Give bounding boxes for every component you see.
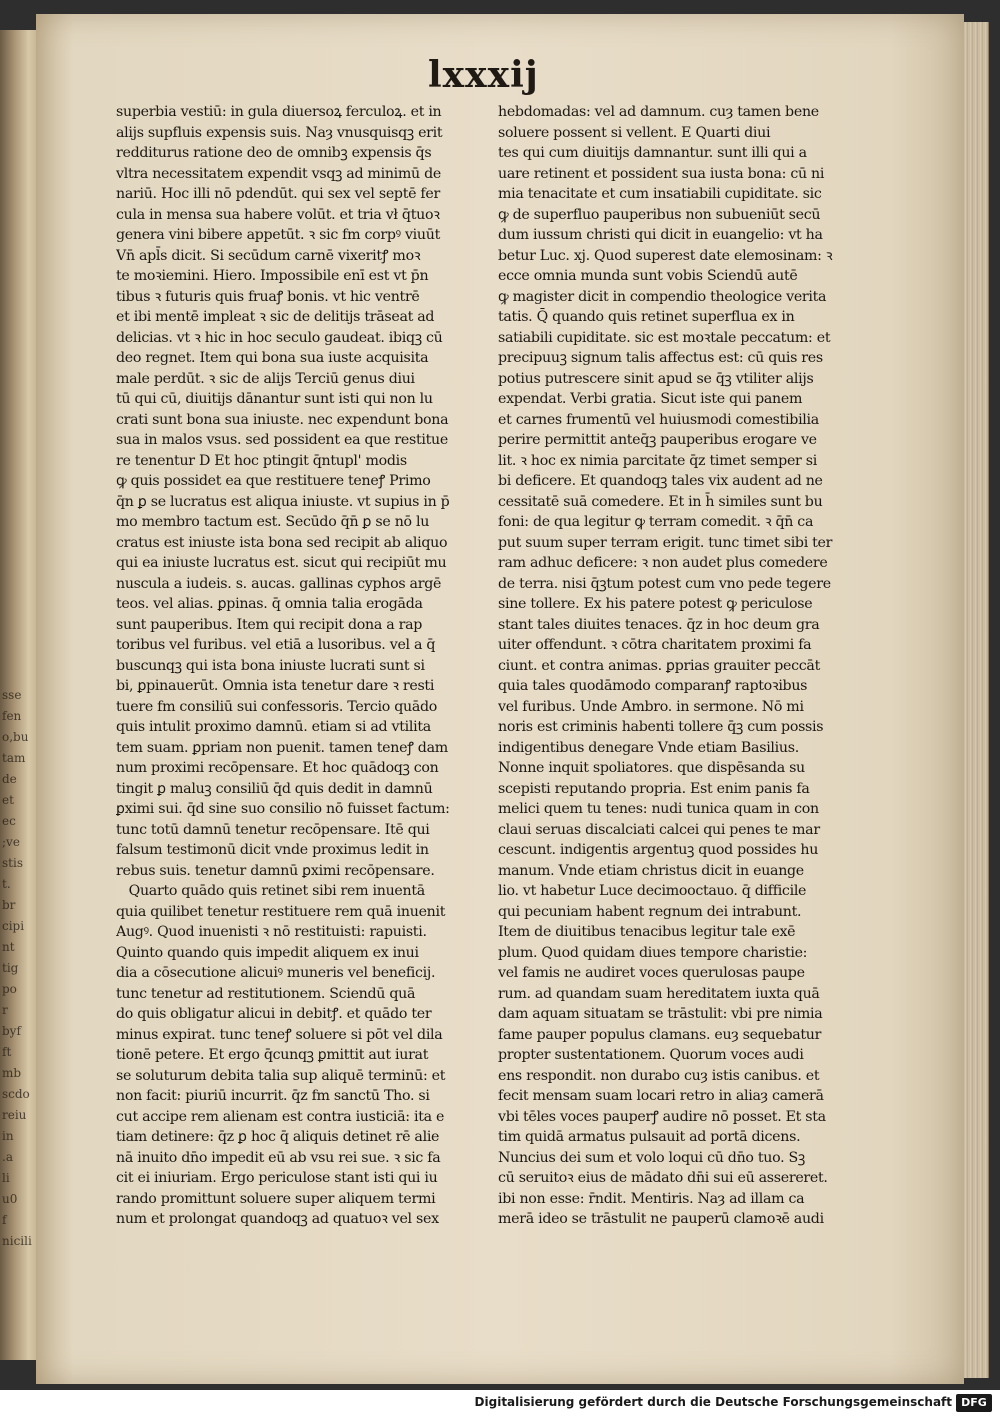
text-line: genera vini bibere appetūt. ꝛ sic fm corpꝰ viuūt: [116, 227, 440, 243]
text-line: nā inuito dn̄o impedit eū ab vsu rei sue. ꝛ sic fa: [116, 1149, 441, 1166]
text-line: sine tollere. Ex his patere potest ꝙ periculose: [498, 596, 813, 612]
text-line: qui ea iniuste lucratus est. sicut qui recipiūt mu: [116, 555, 447, 571]
text-line: mo membro tactum est. Secūdo q̄n̄ ꝑ se nō lu: [116, 514, 430, 530]
text-line: fecit mensam suam locari retro in aliaȝ camerā: [498, 1088, 824, 1104]
text-line: Quarto quādo quis retinet sibi rem inuentā: [116, 883, 425, 899]
text-line: put suum super terram erigit. tunc timet sibi ter: [498, 534, 833, 551]
text-line: cescunt. indigentis argentuꝫ quod possides hu: [498, 842, 819, 858]
text-line: noris est criminis habenti tollere q̄ꝫ cum possis: [498, 719, 824, 735]
text-line: nariū. Hoc illi nō pdendūt. qui sex vel septē fer: [116, 186, 440, 202]
text-line: tibus ꝛ futuris quis fruaꝭ bonis. vt hic ventrē: [116, 288, 420, 305]
text-line: indigentibus denegare Vnde etiam Basilius.: [498, 739, 799, 756]
text-line: num proximi recōpensare. Et hoc quādoqꝫ con: [116, 760, 439, 776]
text-line: potius putrescere sinit apud se q̄ꝫ vtiliter alijs: [498, 370, 814, 387]
text-line: tuere fm consiliū sui confessoris. Tercio quādo: [116, 698, 438, 715]
text-line: teos. vel alias. ꝑpinas. q̄ omnia talia erogāda: [116, 596, 423, 612]
left-text-column: [116, 102, 468, 1230]
facing-page-edge: [0, 30, 38, 1360]
text-line: betur Luc. xj. Quod superest date elemosinam: ꝛ: [498, 247, 833, 264]
text-line: Quinto quando quis impedit aliquem ex inui: [116, 944, 419, 961]
facing-page-margin-text: sse fen o,bu tam de et ec ;ve stis t. br cipi nt tig po r byf ft mb scdo reiu in .a li u0 f nicili: [2, 688, 32, 1248]
text-line: minus expirat. tunc teneꝭ soluere si pōt vel dila: [116, 1026, 443, 1043]
text-line: rum. ad quandam suam hereditatem iuxta quā: [498, 985, 820, 1002]
text-line: sua in malos vsus. sed possident ea que restitue: [116, 432, 448, 448]
text-line: cit ei iniuriam. Ergo periculose stant isti qui iu: [116, 1170, 438, 1186]
text-line: quia quilibet tenetur restituere rem quā inuenit: [116, 903, 446, 920]
folio-number: lxxxij: [428, 54, 539, 96]
text-line: tū qui cū, diuitijs dānantur sunt isti qui non lu: [116, 391, 433, 407]
text-line: crati sunt bona sua iniuste. nec expendunt bona: [116, 411, 449, 428]
text-line: stant tales diuites tenaces. q̄z in hoc deum gra: [498, 616, 820, 633]
text-line: dum iussum christi qui dicit in euangelio: vt ha: [498, 227, 823, 243]
text-line: cessitatē suā comedere. Et in h̄ similes sunt bu: [498, 493, 823, 510]
text-line: vbi tēles voces pauperꝭ audire nō posset. Et sta: [498, 1108, 826, 1125]
digitization-footer: [0, 1390, 1000, 1417]
text-line: rando promittunt soluere super aliquem termi: [116, 1190, 436, 1207]
text-line: melici quem tu tenes: nudi tunica quam in con: [498, 801, 819, 817]
text-line: se soluturum debita talia sup aliquē terminū: et: [116, 1067, 446, 1084]
text-line: ꝑximi sui. q̄d sine suo consilio nō fuisset factum:: [116, 801, 450, 817]
text-line: Nuncius dei sum et volo loqui cū dn̄o tuo. Sꝫ: [498, 1149, 805, 1166]
text-line: quis intulit proximo damnū. etiam si ad vtilita: [116, 719, 431, 735]
text-line: alijs supfluis expensis suis. Naȝ vnusquisqꝫ erit: [116, 124, 443, 141]
text-line: uiter offendunt. ꝛ cōtra charitatem proximi fa: [498, 637, 812, 653]
text-line: quia tales quodāmodo comparanꝭ raptoꝛibus: [498, 678, 808, 694]
right-text-column: [498, 102, 838, 1230]
text-line: lio. vt habetur Luce decimooctauo. q̄ difficile: [498, 883, 807, 899]
text-line: soluere possent si vellent. E Quarti diui: [498, 124, 771, 141]
text-line: vel famis ne audiret voces querulosas paupe: [498, 965, 805, 981]
text-line: sunt pauperibus. Item qui recipit dona a rap: [116, 616, 423, 633]
text-line: tes qui cum diuitijs damnantur. sunt illi qui a: [498, 145, 807, 161]
text-line: nuscula a iudeis. s. aucas. gallinas cyphos argē: [116, 575, 442, 592]
text-line: plum. Quod quidam diues tempore charistie:: [498, 944, 808, 961]
text-line: Nonne inquit spoliatores. que dispēsanda su: [498, 760, 805, 776]
text-line: tatis. Q̄ quando quis retinet superflua ex in: [498, 309, 795, 325]
text-line: ꝙ de superfluo pauperibus non subueniūt secū: [498, 206, 821, 223]
text-line: tunc tenetur ad restitutionem. Sciendū quā: [116, 985, 416, 1002]
text-line: Vn̄ apl̄s dicit. Si secūdum carnē vixeritꝭ moꝛ: [116, 247, 421, 264]
text-line: ecce omnia munda sunt vobis Sciendū autē: [498, 268, 798, 284]
footer-credit: Digitalisierung gefördert durch die Deutsche Forschungsgemeinschaft: [474, 1395, 952, 1409]
text-line: falsum testimonū dicit vnde proximus ledit in: [116, 842, 429, 858]
text-line: precipuuꝫ signum talis affectus est: cū quis res: [498, 350, 823, 366]
text-line: tingit ꝑ maluꝫ consiliū q̄d quis dedit in damnū: [116, 780, 433, 797]
text-line: redditurus ratione deo de omnibꝫ expensis q̄s: [116, 145, 432, 161]
text-line: expendat. Verbi gratia. Sicut iste qui panem: [498, 391, 803, 407]
dfg-logo: DFG: [956, 1394, 992, 1412]
text-line: claui seruas discalciati calcei qui penes te mar: [498, 821, 820, 838]
text-line: ꝙ quis possidet ea que restituere teneꝭ Primo: [116, 473, 431, 489]
text-line: cut accipe rem alienam est contra iusticiā: ita e: [116, 1108, 445, 1125]
text-line: buscunqꝫ qui ista bona iniuste lucrati sunt si: [116, 657, 425, 674]
text-line: scepisti reputando propria. Est enim panis fa: [498, 780, 810, 797]
text-line: tionē petere. Et ergo q̄cunqꝫ ꝑmittit aut iurat: [116, 1047, 429, 1063]
text-line: male perdūt. ꝛ sic de alijs Terciū genus diui: [116, 370, 415, 387]
text-line: ibi non esse: r̄ndit. Mentiris. Naȝ ad illam ca: [498, 1190, 805, 1207]
text-line: toribus vel furibus. vel etiā a lusoribus. vel a q̄: [116, 637, 436, 653]
page-stack-edge: [964, 22, 989, 1378]
text-line: tunc totū damnū tenetur recōpensare. Itē qui: [116, 821, 430, 838]
text-line: bi deficere. Et quandoqꝫ tales vix audent ad ne: [498, 473, 823, 489]
text-line: non facit: piuriū incurrit. q̄z fm sanctū Tho. si: [116, 1088, 430, 1104]
text-line: de terra. nisi q̄ꝫtum potest cum vno pede tegere: [498, 575, 831, 592]
text-line: hebdomadas: vel ad damnum. cuȝ tamen bene: [498, 104, 819, 120]
text-line: superbia vestiū: in gula diuersoꝝ ferculoꝝ. et in: [116, 104, 442, 120]
text-line: q̄n ꝑ se lucratus est aliqua iniuste. vt supius in p̄: [116, 493, 450, 510]
text-line: ꝙ magister dicit in compendio theologice verita: [498, 288, 827, 305]
text-line: satiabili cupiditate. sic est moꝛtale peccatum: et: [498, 329, 831, 346]
text-line: ram adhuc deficere: ꝛ non audet plus comedere: [498, 555, 828, 571]
text-line: foni: de qua legitur ꝙ terram comedit. ꝛ q̄n̄ ca: [498, 514, 814, 530]
text-line: te moꝛiemini. Hiero. Impossibile enī est vt p̄n: [116, 268, 429, 284]
text-line: fame pauper populus clamans. euȝ sequebatur: [498, 1026, 822, 1043]
text-line: manum. Vnde etiam christus dicit in euange: [498, 862, 804, 879]
text-line: re tenentur D Et hoc ptingit q̄ntupl' modis: [116, 452, 407, 469]
text-line: deo regnet. Item qui bona sua iuste acquisita: [116, 350, 429, 366]
text-line: perire permittit anteq̄ꝫ pauperibus erogare ve: [498, 432, 817, 448]
text-line: propter sustentationem. Quorum voces audi: [498, 1047, 804, 1063]
text-line: merā ideo se trāstulit ne pauperū clamoꝛē audi: [498, 1211, 824, 1227]
text-line: rebus suis. tenetur damnū ꝑximi recōpensare.: [116, 862, 435, 879]
text-line: vltra necessitatem expendit vsqꝫ ad minimū de: [116, 165, 441, 182]
text-line: qui pecuniam habent regnum dei intrabunt.: [498, 903, 802, 920]
text-line: Item de diuitibus tenacibus legitur tale exē: [498, 924, 796, 940]
text-line: num et prolongat quandoqꝫ ad quatuoꝛ vel sex: [116, 1211, 439, 1227]
text-line: dia a cōsecutione alicuiꝰ muneris vel beneficij.: [116, 965, 436, 981]
text-line: bi, ꝑpinauerūt. Omnia ista tenetur dare ꝛ resti: [116, 678, 435, 694]
text-line: et carnes frumentū vel huiusmodi comestibilia: [498, 411, 819, 428]
text-line: uare retinent et possident sua iusta bona: cū ni: [498, 165, 825, 182]
text-line: ens respondit. non durabo cuȝ istis canibus. et: [498, 1067, 820, 1084]
text-line: ciunt. et contra animas. ꝑprias grauiter peccāt: [498, 657, 820, 674]
text-line: dam aquam situatam se trāstulit: vbi pre nimia: [498, 1006, 823, 1022]
text-line: do quis obligatur alicui in debitꝭ. et quādo ter: [116, 1006, 432, 1022]
text-line: tiam detinere: q̄z ꝑ hoc q̄ aliquis detinet rē alie: [116, 1129, 440, 1145]
text-line: tem suam. ꝑpriam non puenit. tamen teneꝭ dam: [116, 739, 448, 756]
text-line: vel furibus. Unde Ambro. in sermone. Nō mi: [498, 698, 804, 715]
text-line: cula in mensa sua habere volūt. et tria vł q̄tuoꝛ: [116, 206, 440, 223]
text-line: delicias. vt ꝛ hic in hoc seculo gaudeat. ibiqꝫ cū: [116, 329, 443, 346]
text-line: mia tenacitate et cum insatiabili cupiditate. sic: [498, 186, 822, 202]
text-line: lit. ꝛ hoc ex nimia parcitate q̄z timet semper si: [498, 452, 817, 469]
text-line: Augꝰ. Quod inuenisti ꝛ nō restituisti: rapuisti.: [116, 924, 427, 940]
text-line: tim quidā armatus pulsauit ad portā dicens.: [498, 1129, 801, 1145]
text-line: cratus est iniuste ista bona sed recipit ab aliquo: [116, 534, 448, 551]
text-line: et ibi mentē impleat ꝛ sic de delitijs trāseat ad: [116, 309, 435, 325]
text-line: cū seruitoꝛ eius de mādato dn̄i sui eū assereret.: [498, 1170, 828, 1186]
